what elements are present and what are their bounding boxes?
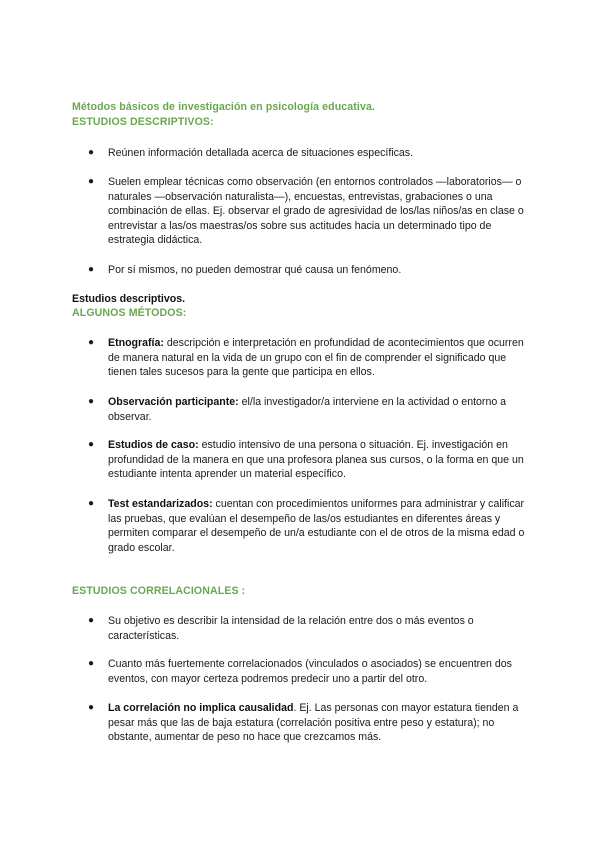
list-item-term: Estudios de caso:	[108, 439, 199, 451]
section3-subtitle: ESTUDIOS CORRELACIONALES :	[72, 585, 246, 597]
bullet-icon: ●	[88, 264, 95, 275]
bullet-icon: ●	[88, 396, 95, 407]
list-item-body: . Ej. Las personas con mayor estatura tienden a pesar más que las de baja estatura (correlación positiva entre peso y estatura); no obstante, aumentar de peso no hace que crezcamos más.	[108, 702, 519, 744]
list-item	[88, 175, 528, 248]
list-item-body: descripción e interpretación en profundidad de acontecimientos que ocurren de manera natural en la vida de un grupo con el fin de comprender el significado que tienen tales sucesos para la gente que participa en ellos.	[108, 337, 524, 379]
list-item	[88, 263, 528, 278]
list-item-text	[108, 701, 528, 745]
list-item	[88, 497, 528, 555]
list-item-body: el/la investigador/a interviene en la actividad o entorno a observar.	[108, 396, 507, 423]
list-item	[88, 336, 528, 380]
list-item-text	[108, 395, 528, 424]
section2-title: Estudios descriptivos.	[72, 293, 186, 305]
list-item	[88, 701, 528, 745]
list-item	[88, 146, 528, 161]
bullet-icon: ●	[88, 439, 95, 450]
bullet-icon: ●	[88, 702, 95, 713]
bullet-icon: ●	[88, 337, 95, 348]
list-item-term: Etnografía:	[108, 337, 164, 349]
list-item	[88, 614, 528, 643]
list-item-text	[108, 336, 528, 380]
list-item-text: Reúnen información detallada acerca de situaciones específicas.	[108, 147, 414, 159]
list-item-text	[108, 438, 528, 482]
list-item-term: La correlación no implica causalidad	[108, 702, 294, 714]
bullet-icon: ●	[88, 658, 95, 669]
list-item-body: estudio intensivo de una persona o situación. Ej. investigación en profundidad de la manera en que una profesora planea sus cursos, o la forma en que un estudiante intenta aprender un material específico.	[108, 439, 524, 481]
list-item-text: Cuanto más fuertemente correlacionados (vinculados o asociados) se encuentren dos eventos, con mayor certeza podremos predecir uno a partir del otro.	[108, 658, 512, 685]
bullet-icon: ●	[88, 176, 95, 187]
list-item-body: cuentan con procedimientos uniformes para administrar y calificar las pruebas, que evalúan el desempeño de las/os estudiantes en diferentes áreas y permiten comparar el desempeño de un/a estudiante con el de otros de la misma edad o grado escolar.	[108, 498, 525, 554]
list-item-term: Observación participante:	[108, 396, 239, 408]
section1-subtitle: ESTUDIOS DESCRIPTIVOS:	[72, 116, 214, 128]
list-item	[88, 657, 528, 686]
list-item-text: Su objetivo es describir la intensidad de la relación entre dos o más eventos o características.	[108, 615, 474, 642]
list-item	[88, 438, 528, 482]
bullet-icon: ●	[88, 498, 95, 509]
bullet-icon: ●	[88, 147, 95, 158]
list-item	[88, 395, 528, 424]
list-item-text: Por sí mismos, no pueden demostrar qué causa un fenómeno.	[108, 264, 402, 276]
section2-subtitle: ALGUNOS MÉTODOS:	[72, 307, 187, 319]
bullet-icon: ●	[88, 615, 95, 626]
list-item-text	[108, 497, 528, 555]
list-item-term: Test estandarizados:	[108, 498, 213, 510]
section1-title: Métodos básicos de investigación en psicología educativa.	[72, 101, 375, 113]
list-item-text: Suelen emplear técnicas como observación (en entornos controlados —laboratorios— o naturales —observación naturalista—), encuestas, entrevistas, grabaciones o una combinación de ellas. Ej. observar el grado de agresividad de los/las niños/as en clase o entrevistar a las/os maestras/os sobre sus actitudes hacia un determinado tipo de estrategia didáctica.	[108, 176, 524, 247]
